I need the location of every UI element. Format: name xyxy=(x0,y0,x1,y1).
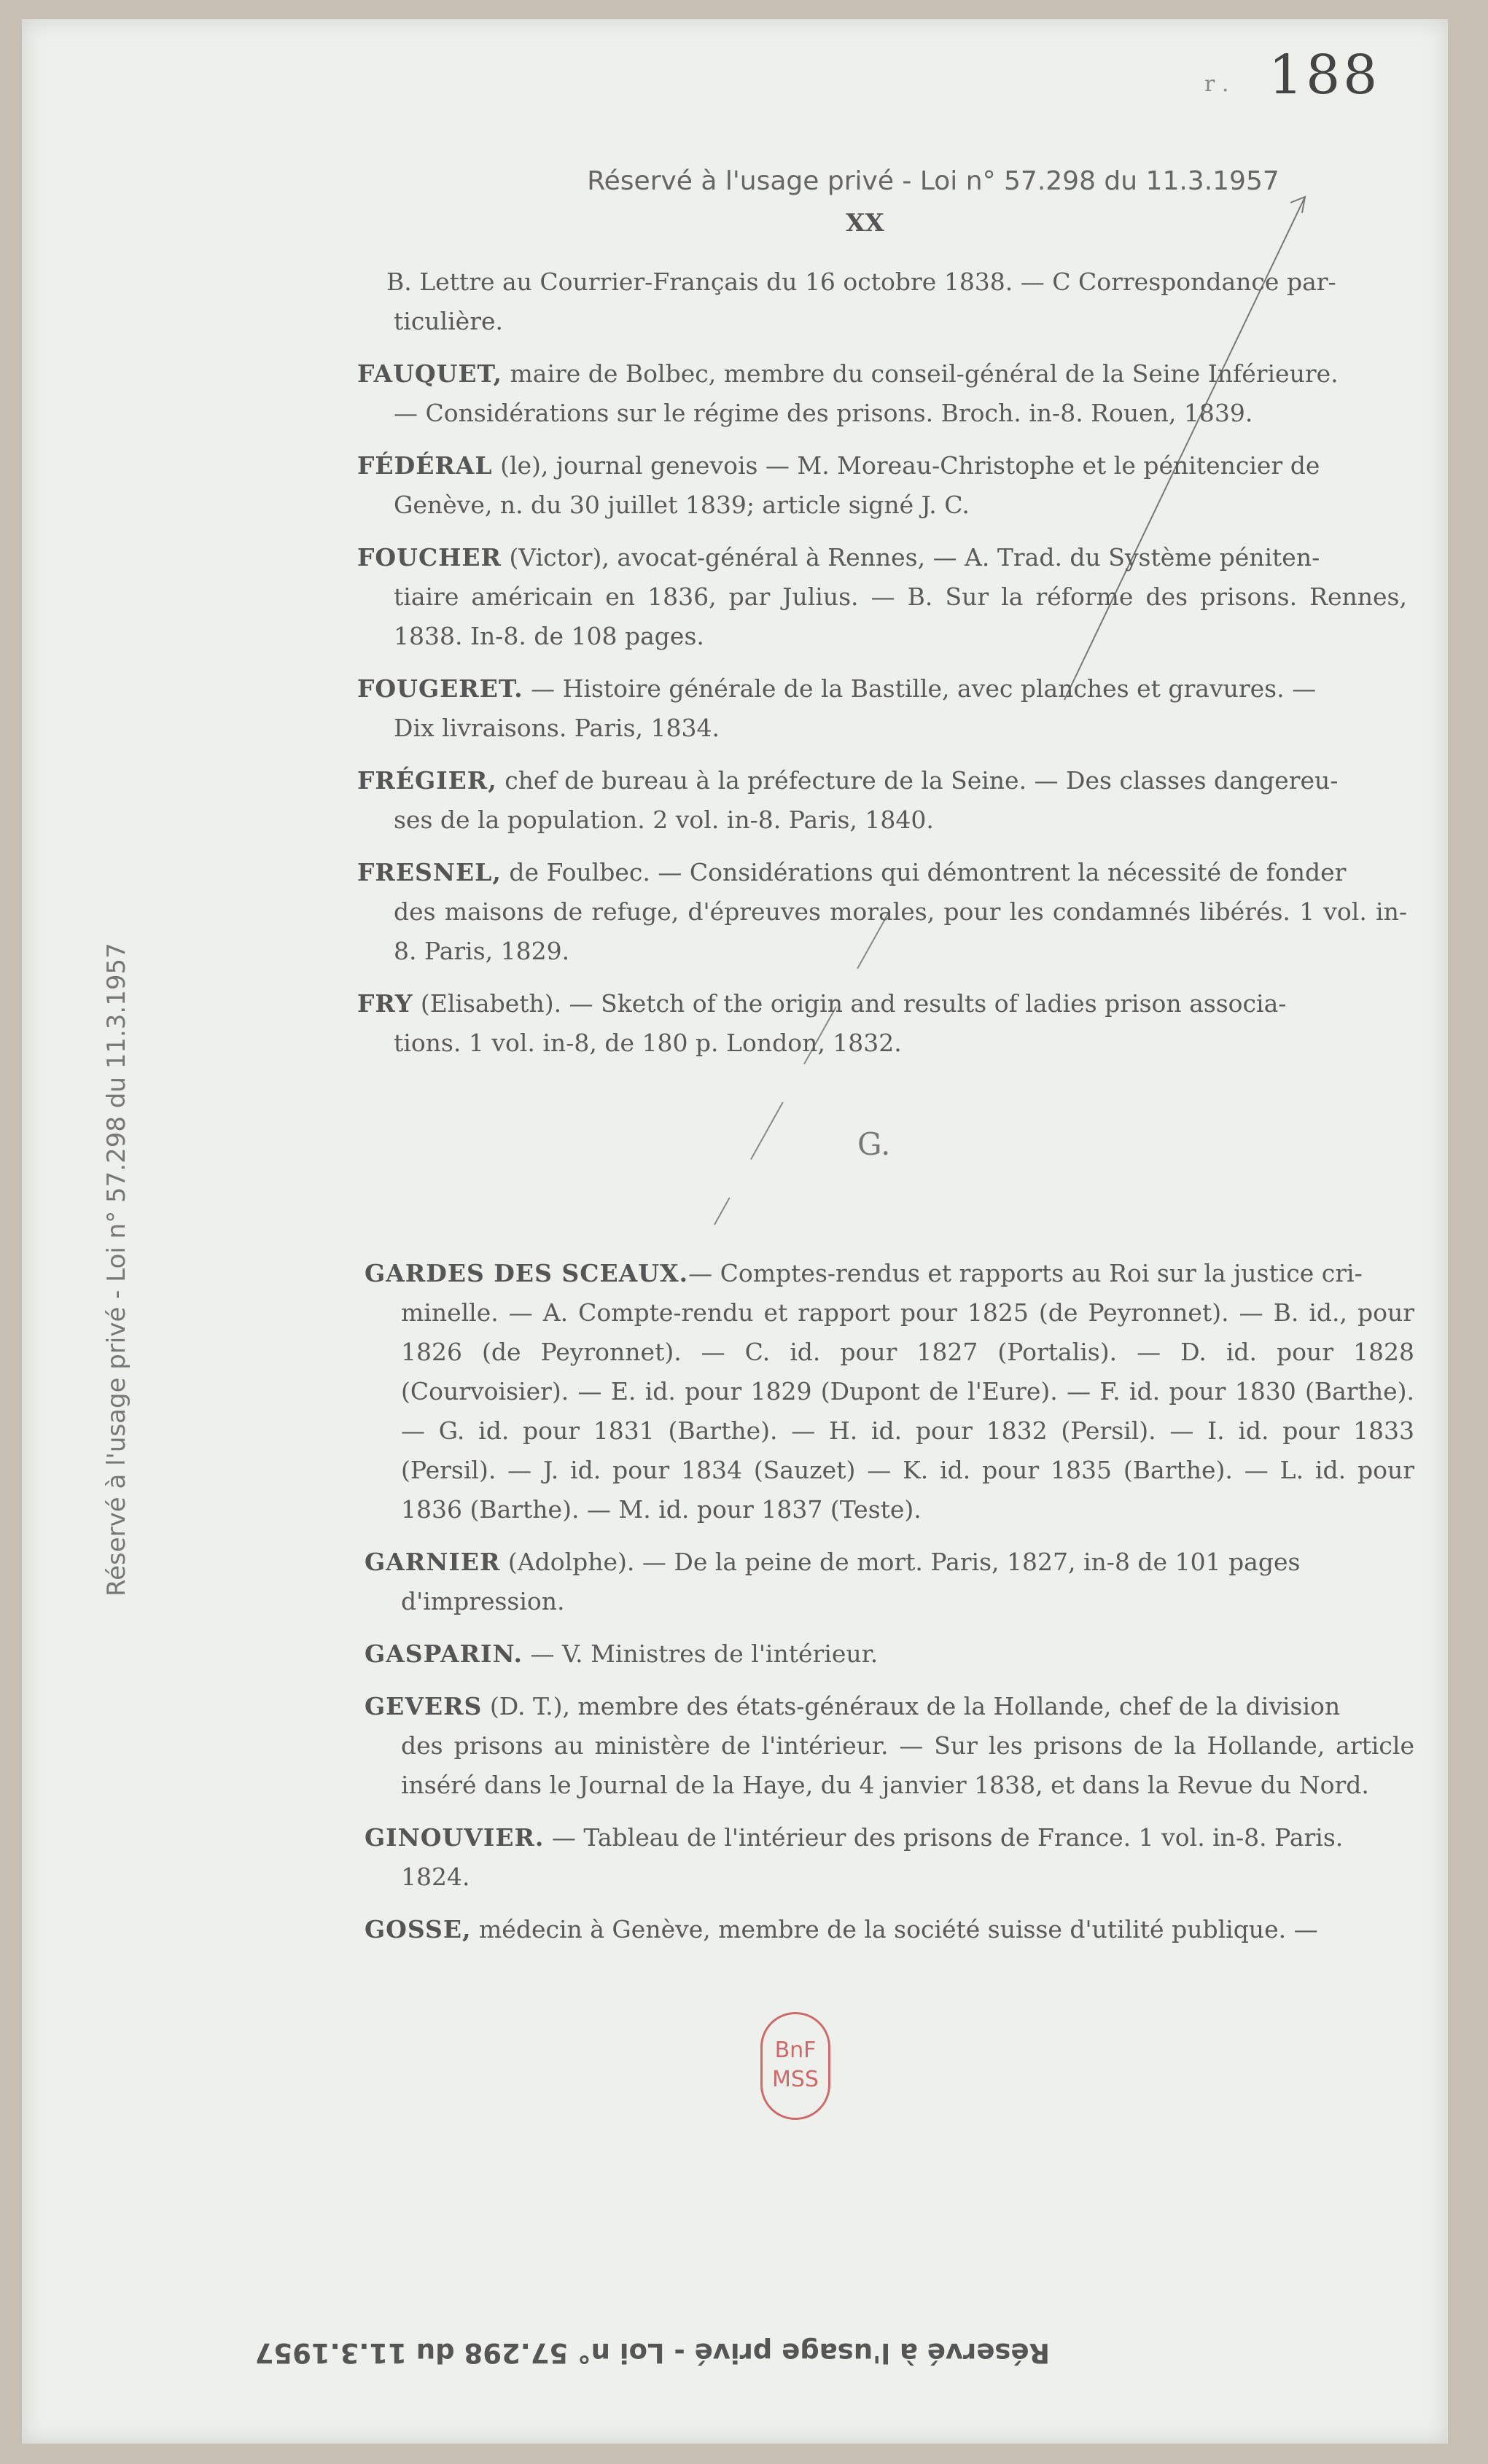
entries-f xyxy=(357,262,1407,1076)
stamp-bottom: Réservé à l'usage privé - Loi n° 57.298 du 11.3.1957 xyxy=(254,2337,1050,2369)
entries-g xyxy=(365,1254,1414,1962)
entry-foucher: FOUCHER (Victor), avocat-général à Rennes, — A. Trad. du Système péniten- tiaire américain en 1836, par Julius. — B. Sur la réforme des prisons. Rennes, 1838. In-8. de 108 pages. xyxy=(357,543,1407,650)
bnf-stamp-line1: BnF xyxy=(774,2038,817,2063)
entry-gasparin: GASPARIN. — V. Ministres de l'intérieur. xyxy=(365,1640,879,1668)
entry-fry: FRY (Elisabeth). — Sketch of the origin and results of ladies prison associa- tions. 1 vol. in-8, de 180 p. London, 1832. xyxy=(357,989,1287,1057)
entry-gosse: GOSSE, médecin à Genève, membre de la société suisse d'utilité publique. — xyxy=(365,1915,1318,1943)
bnf-stamp-line2: MSS xyxy=(772,2067,819,2092)
entry-ginouvier: GINOUVIER. — Tableau de l'intérieur des prisons de France. 1 vol. in-8. Paris. 1824. xyxy=(365,1823,1344,1891)
page-mark: r . xyxy=(1204,71,1229,97)
entry-gardes-des-sceaux: GARDES DES SCEAUX.— Comptes-rendus et rapports au Roi sur la justice cri- minelle. — A. Compte-rendu et rapport pour 1825 (de Peyronnet). — B. id., pour 1826 (de Peyronnet). — C. id. pour 1827 (Portalis). — D. id. pour 1828 (Courvoisier). — E. id. pour 1829 (Dupont de l'Eure). — F. id. pour 1830 (Barthe). — G. id. pour 1831 (Barthe). — H. id. pour 1832 (Persil). — I. id. pour 1833 (Persil). — J. id. pour 1834 (Sauzet) — K. id. pour 1835 (Barthe). — L. id. pour 1836 (Barthe). — M. id. pour 1837 (Teste). xyxy=(365,1259,1414,1524)
entry-fauquet: FAUQUET, maire de Bolbec, membre du conseil-général de la Seine Inférieure. — Considérations sur le régime des prisons. Broch. in-8. Rouen, 1839. xyxy=(357,359,1339,427)
entry-garnier: GARNIER (Adolphe). — De la peine de mort. Paris, 1827, in-8 de 101 pages d'impression. xyxy=(365,1548,1301,1615)
bnf-mss-stamp xyxy=(760,2012,830,2120)
entry-fregier: FRÉGIER, chef de bureau à la préfecture de la Seine. — Des classes dangereu- ses de la population. 2 vol. in-8. Paris, 1840. xyxy=(357,766,1339,834)
entry-fougeret: FOUGERET. — Histoire générale de la Bastille, avec planches et gravures. — Dix livraisons. Paris, 1834. xyxy=(357,674,1317,742)
entry-b-lettre: B. Lettre au Courrier-Français du 16 octobre 1838. — C Correspondance par- ticulière. xyxy=(386,268,1336,335)
stamp-left: Réservé à l'usage privé - Loi n° 57.298 du 11.3.1957 xyxy=(102,943,131,1596)
section-header: XX xyxy=(846,208,884,238)
entry-federal: FÉDÉRAL (le), journal genevois — M. Moreau-Christophe et le pénitencier de Genève, n. du 30 juillet 1839; article signé J. C. xyxy=(357,451,1320,519)
entry-gevers: GEVERS (D. T.), membre des états-généraux de la Hollande, chef de la division des prisons au ministère de l'intérieur. — Sur les prisons de la Hollande, article inséré dans le Journal de la Haye, du 4 janvier 1838, et dans la Revue du Nord. xyxy=(365,1692,1414,1799)
section-letter: G. xyxy=(857,1126,891,1162)
stamp-top: Réservé à l'usage privé - Loi n° 57.298 du 11.3.1957 xyxy=(587,166,1279,196)
page-number: 188 xyxy=(1269,44,1381,106)
entry-fresnel: FRESNEL, de Foulbec. — Considérations qui démontrent la nécessité de fonder des maisons de refuge, d'épreuves morales, pour les condamnés libérés. 1 vol. in-8. Paris, 1829. xyxy=(357,858,1407,965)
